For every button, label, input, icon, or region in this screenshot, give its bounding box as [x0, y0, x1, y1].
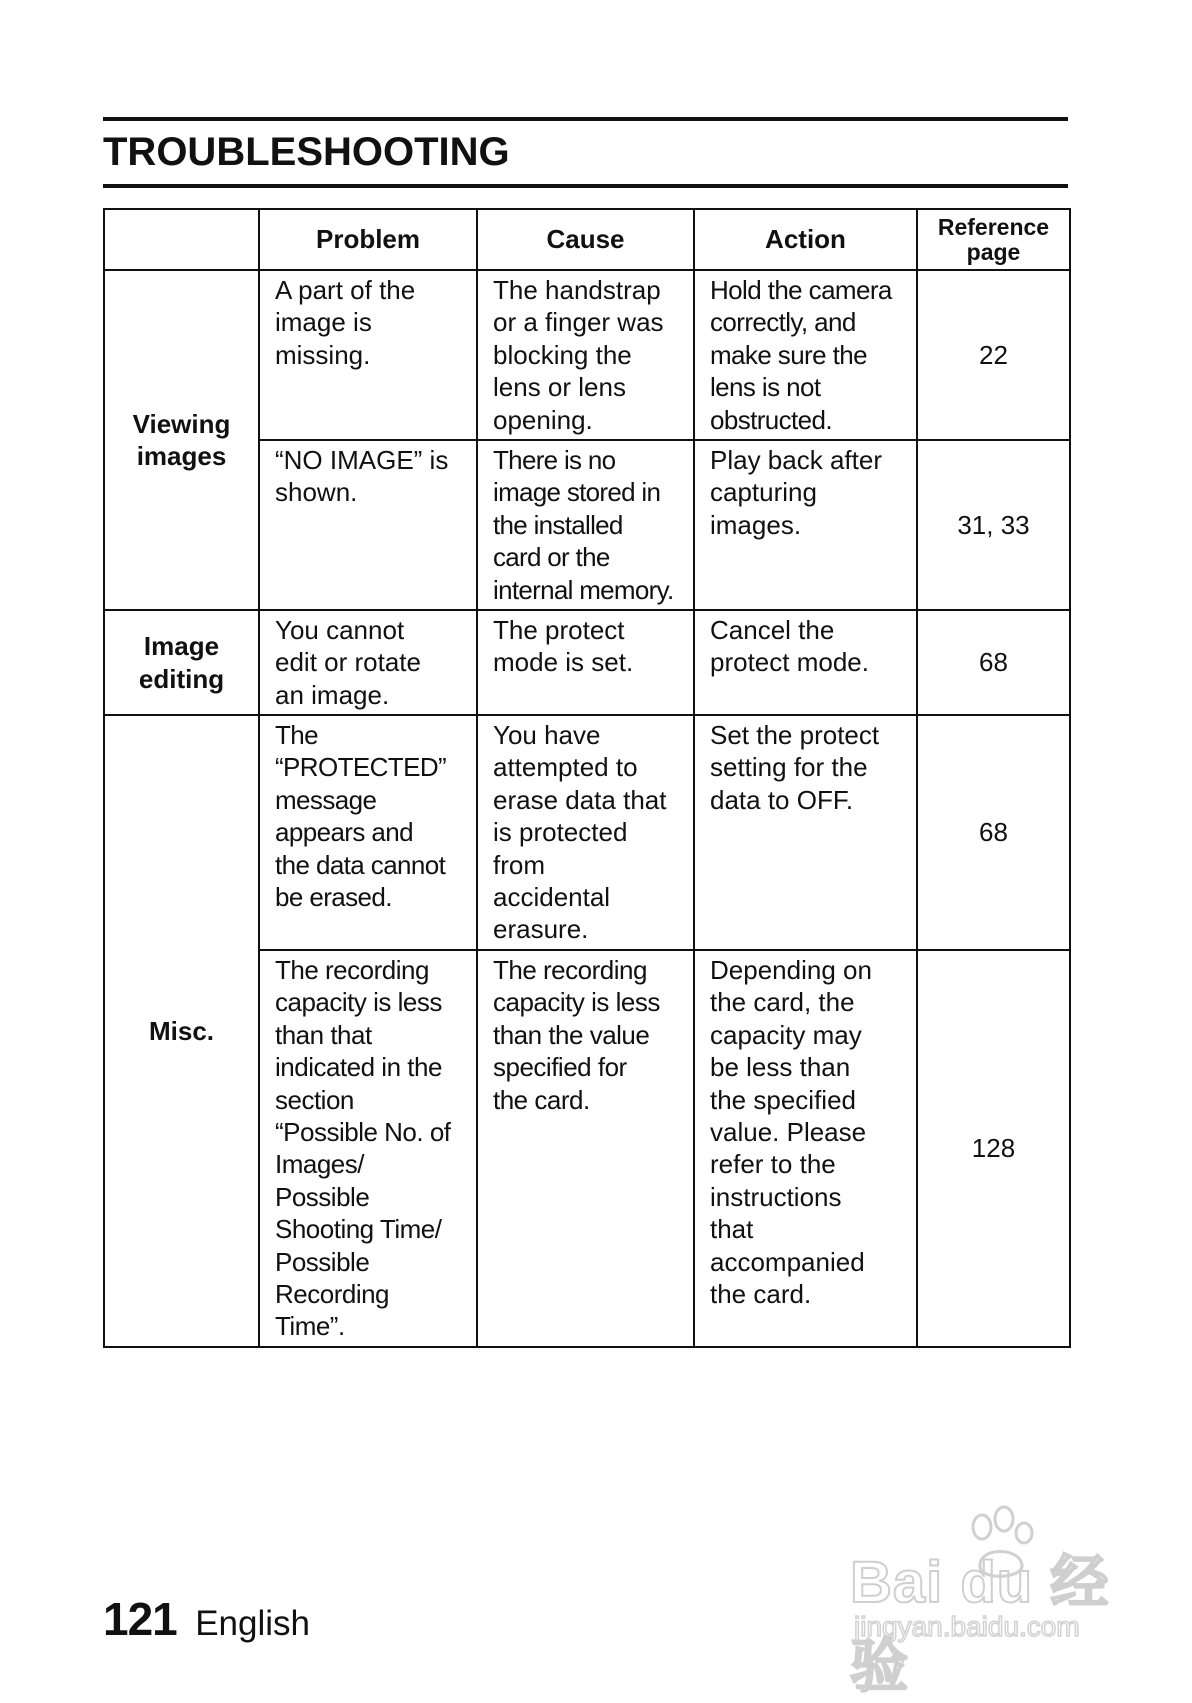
troubleshooting-table — [103, 208, 1071, 1348]
column-header-cause: Cause — [477, 209, 694, 270]
category-cell: Image editing — [104, 610, 259, 715]
reference-page-cell: 68 — [917, 715, 1070, 950]
title-top-rule — [103, 117, 1068, 121]
title-bottom-rule — [103, 184, 1068, 188]
reference-page-cell: 31, 33 — [917, 440, 1070, 610]
reference-page-cell: 22 — [917, 270, 1070, 440]
problem-cell: “NO IMAGE” is shown. — [259, 440, 477, 610]
problem-cell: A part of the image is missing. — [259, 270, 477, 440]
problem-cell: The recording capacity is less than that indicated in the section “Possible No. of Images/ Possible Shooting Time/ Possible Recording Time”. — [259, 950, 477, 1347]
cause-cell: The protect mode is set. — [477, 610, 694, 715]
column-header-action: Action — [694, 209, 917, 270]
action-cell: Cancel the protect mode. — [694, 610, 917, 715]
category-cell: Misc. — [104, 715, 259, 1347]
table-row — [104, 270, 1070, 440]
cause-cell: The handstrap or a finger was blocking the lens or lens opening. — [477, 270, 694, 440]
table-row — [104, 610, 1070, 715]
problem-cell: You cannot edit or rotate an image. — [259, 610, 477, 715]
table-header-row — [104, 209, 1070, 270]
column-header-problem: Problem — [259, 209, 477, 270]
page-title: TROUBLESHOOTING — [103, 130, 510, 174]
action-cell: Play back after capturing images. — [694, 440, 917, 610]
column-header-category — [104, 209, 259, 270]
cause-cell: You have attempted to erase data that is protected from accidental erasure. — [477, 715, 694, 950]
reference-page-cell: 128 — [917, 950, 1070, 1347]
category-cell: Viewing images — [104, 270, 259, 610]
action-cell: Set the protect setting for the data to OFF. — [694, 715, 917, 950]
problem-cell: The “PROTECTED” message appears and the data cannot be erased. — [259, 715, 477, 950]
watermark-logo-text: Bai du 经验 — [850, 1550, 1110, 1699]
cause-cell: There is no image stored in the installed card or the internal memory. — [477, 440, 694, 610]
action-cell: Hold the camera correctly, and make sure the lens is not obstructed. — [694, 270, 917, 440]
baidu-watermark — [850, 1505, 1140, 1699]
page-number: 121 — [103, 1593, 177, 1645]
watermark-url: jingyan.baidu.com — [854, 1611, 1080, 1642]
column-header-reference-page: Reference page — [917, 209, 1070, 270]
table-row — [104, 715, 1070, 950]
page-footer — [103, 1592, 310, 1646]
reference-page-cell: 68 — [917, 610, 1070, 715]
page-language: English — [195, 1604, 310, 1643]
cause-cell: The recording capacity is less than the value specified for the card. — [477, 950, 694, 1347]
action-cell: Depending on the card, the capacity may be less than the specified value. Please refer to the instructions that accompanied the card. — [694, 950, 917, 1347]
